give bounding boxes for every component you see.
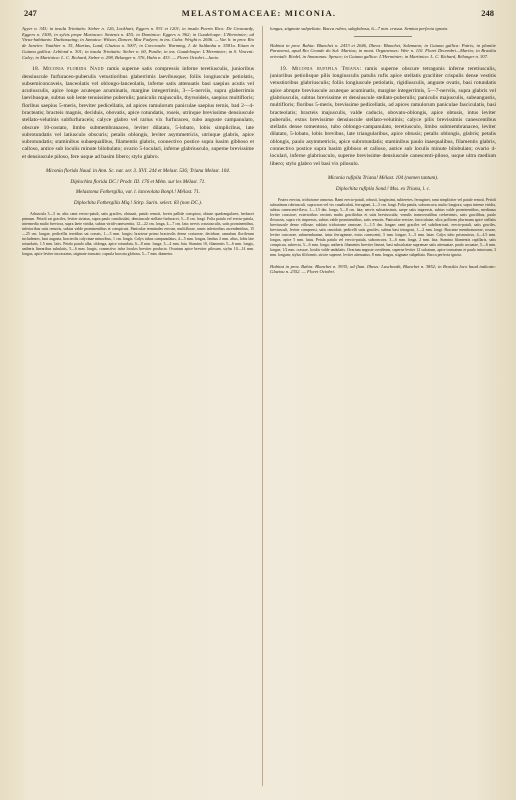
species-19-description bbox=[270, 66, 496, 168]
left-column bbox=[22, 26, 254, 786]
page-number-right: 248 bbox=[481, 8, 494, 18]
synonym-line: Miconia rufipila Triana! Mélast. 104 (nomen tantum). bbox=[327, 174, 439, 181]
habitat-paragraph: Habitat in prov. Bahia: Blanchet n. 2433 et 2646, Ilheos: Blanchet, Salzmann; in Guiana gallica: Patris; in planitie Paranensi, apud Rio Grande do Sul: Martius; in mont. Organenses: Weir n. 110. Floret Decembri—Martio; in Brasilia orientali: Riedel, in Amazonas: Spruce; in Guiana gallica: L'Herminier; in Martinica: L. C. Richard, Bélanger n. 307. bbox=[270, 42, 496, 60]
species-18-name: 18. Miconia florida Naud bbox=[32, 66, 104, 73]
species-18-text: ramis superne satis compressis inferne teretiusculis, junioribus densiuscule furfuraceo-puberulis vetustioribus glaberrimis laevibusque; foliis longiuscule petiolatis, subsemiconcaveis, lanceolatis vel oblongo-lanceolatis, inferne satis attenuatis basi saepius acutis vel acutiusculis, apice longe acuteque acuminatis, margine integerrimis, 3—5-nerviis, supra glaberrimis laevibusque, subtus sub lente tenuissime puberulis; paniculis majusculis, thyrsoideis, saepius multifloris; floribus saepius 5-meris, breviter pedicellatis, ad apices ramulorum paniculae saepius ternis, bad 2—4-bracteatis; bracteis magnis, deciduis, obovatis, apice rotundatis, roseis, utrinque brevissime densiuscule stellato-velutinis subfurfuraceis; calyce glabro vel rarius vix furfuraceo, tubo anguste campanulato, obscure 10-costato, limbo submembranaceo, leviter dilatato, 5-lobato, lobis simplicibus, late subrotundatis vel latiusculo obscuris; petalis oblongis, leviter asymmetricis, utrinque glabris, apice subrotundatis; staminibus subaequalibus, filamentis glabris, connectivo postice supra basim gibboso et calloso, antice sub loculis minute bilobulato; ovario 5-loculari, inferne glabriusculo, superne brevissime et densiuscule piloso, fere usque ad basim libero; stylo glabro. bbox=[22, 66, 254, 160]
page-header bbox=[24, 8, 494, 22]
synonym-line: Diplochita rufipila Sond.! Mss. ex Triana, l. c. bbox=[335, 185, 431, 192]
right-column bbox=[270, 26, 496, 786]
species-18-description bbox=[22, 66, 254, 161]
left-top-paragraph: Ayyer n. 343; in insula Trinitatis: Sieber n. 126, Lockhart, Eggers n. 931 et 1201; in insula Puerto Rico: De Grosourdy, Eggers n. 1500; in sylvis prope Mariacao: Sintenis n. 455; in Dominica: Eggers n. 962; in Guadeloupe: L'Herminier; ad Vieux-habitants: Duchassaing; in Jamaica: Wilson, Dancer, Mac Fadyen; in ins. Cuba: Wright n. 2606. — Var. b. in prov. Rio de Janeiro: Vauthier n. 35, Martius, Lund, Glaziou n. 3007; in Corcovado: Warming, J. de Saldanha n. 5581a. Etiam in Guiana gallica: Leblond n. 301; in insula Trinitatis: Sieber n. 60, Purdie; in ins. Guadeloupe: L'Herminier; in S. Vincent: Caley; in Martinica: L. C. Richard, Sieber n. 298, Belanger n. 376, Hahn n. 433. — Floret Octobri—Junio. bbox=[22, 26, 254, 60]
synonym-line: Diplochita florida DC.! Prodr. III. 176 et Mém. sur les Mélast. 71. bbox=[70, 178, 206, 185]
species-19-name: 19. Miconia rufipila Triana bbox=[280, 65, 360, 72]
synonym-line: Melastoma Fothergilla, var. l. lanceolata Bonpl.! Mélast. 71. bbox=[75, 189, 201, 196]
column-divider bbox=[262, 26, 263, 786]
section-rule bbox=[354, 36, 412, 37]
species-19-text: : ramis superne obscure tetragonis inferne teretiusculis, junioribus petiolisque pilis longiusculis patulis rufis apice stellatis graciliter crispulis dense vestitis vetustioribus glabriusculis; foliis longiuscule petiolatis, rigidiusculis, anguste ovatis, basi rotundatis apice abrupte breviuscule acuteque acuminatis, margine integerrimis, 5—7-nerviis, supra glabris vel glabriusculis, subtus brevissime et densiuscule stellato-puberulis; paniculis majusculis, subeangustis, multifloris; floribus 5-meris, brevissime pedicellatis, ad apices ramulorum paniculae fasciculatis, basi bracteolatis; bracteis majusculis, valde caducis, obovato-oblongis, apice obtusis, intus leviter puberulis, extus brevissime densiuscule stellato-velutinis; calyce pilis brevissimis canescentibus stellatis dense tomentoso, tubo oblongo-campanulato, teretiusculo, limbo submembranaceo, leviter dilatato, 5-lobato, lobis brevibus, late triangularibus, apice obtusis; petalis oblongis, glabris; petalis oblongis, paulo asymmetricis, apice subrotundatis; staminibus paulo inaequalibus, filamentis glabris, connectivo postice supra basim gibboso et calloso, antice sub loculis minute bilobulato; ovario 4-loculari, inferne glabriusculo, superne brevissime densiuscule canescenti-piloso, usque ultra medium libero; stylo glabro vel basi vix pilosulo. bbox=[270, 65, 496, 167]
synonym-line: Diplochita Fothergilla Miq.! Stirp. Surin. select. 83 (non DC.). bbox=[73, 199, 203, 206]
right-top-paragraph: longus, stigmate subpeltato. Bacca rubra, subglobosa, 6—7 mm. crassa. Semina perfecta ignota. bbox=[270, 26, 449, 31]
synonym-line: Miconia florida Naud. in Ann. Sc. nat. ser. 3. XVI. 244 et Melast. 536; Triana Melast. 104. bbox=[45, 168, 231, 175]
running-title: MELASTOMACEAE: MICONIA. bbox=[181, 8, 337, 18]
habitat-paragraph-2: Habitat in prov. Bahia: Blanchet n. 3935; ad flum. Ilheus: Luschnath, Blanchet n. 3852; in Brasilia loco haud indicato: Glaziou n. 2352. — Floret Octobri. bbox=[270, 263, 496, 275]
species-19-detailed-description: Frutex erectus, trichotome ramosus. Rami erecto-patuli, robusti, longissimi, subteretes, ferruginei, rami simpliciter vel patule remoti. Petioli subsatimus rubriusculi, supra non vel vix canaliculati, ferruginei, 2—5 cm. longi. Folia patula, subconcava, multo longiora, supra intense viridia, subtus canescenti-flava, 1—1.5 dm. longa, 5—8 cm. lata; nervis subsatissimis, saepe satis impressis, subtus valde prominentibus, medianus leviter crassiore; exterioribus cercinis multo graciliobus et satis breviusculis; venulis transversalibus creberrimis, satis gracilibus, paulo flexuosis, supra vix impressis, subtus valde prominentibus, satis remotis. Paniculae erectae, fasciculatae, ultra pollicem plurimum apice stellatis breviuscule dense villosae, sublato trichotome ramosae, 1—1.5 dm. longae; rami graciles vel subdivaricati, erecto-patuli, satis graciles, breviusculi, leviter compressi, satis rancidati; pedicelli satis graciles, subtus basi tetragoni, 1—2 mm. longi. Bracteae membranaceae, roseae, leviter concavae, submembranae, intus ferrugineae, extus canescenti, 5 mm. longae, 3—5 mm. latae. Calyx tubo prismaticus, 4—4.5 mm. longus, apice 5 mm. latus. Petala patula vel erecto-patula, subconcava, 3—6 mm. longa, 2 mm. lata. Stamina filamentis capillaris, satis conspicua, subrecta, 5—6 mm. longa; antheris filamentis breviter lineari, basi subsulcatae supremae satis attenuatae, paulo arcuatae, 5—6 mm. longae, 1/2 mm. crassae, loculis valde undulatis. Ovarium anguste ovoideum, superne leviter 12 sulcatum, apice truncatum et paulo introrsum, 3 mm. longum; stylus filiformis, stricte superne, leviter attenuatus, 8 mm. longus, stigmate subpeltato. Bacca perfecta ignota. bbox=[270, 198, 496, 257]
species-18-detailed-description: Arbuscula 3—5 m. alta: rami erecto-patuli, satis graciles, obtusati, patulo remoti, foveis pallide conspicui, obtuse quadrangulares, herbacei primum. Petioli sat graciles, leviter striatus, supra paulo canaliculati, densiuscule stellato-furfuracei, 5—8 cm. longi. Folia patula vel erecto-patula, intermedia multo breviora, supra laete viridia, subtus viridi-canescentia, 12—22 cm. longa, 4—7 cm. lata; nervis crassiusculis, satis prominentibus, inferioribus satis remotis, subtus valde prominentibus et conspicuis. Paniculae terminales erectae, multiflorae, ramis inferioribus ascendentibus, 15—25 cm. longae, pedicellis teretibus sat crassis, 1—3 mm. longis; bracteae primo bracteolis dense coriaceae, deciduae, ramulum floriferum includentes, basi angusta, bracteolis calycinae minoribus, 1 cm. longis. Calyx tubus campanulatus, 4—5 mm. longus, limbus 2 mm. altus, lobis late rotundatis, 1.5 mm. latis. Petala patula alba, oblonga, apice rotundata, 6—8 mm. longa, 3—4 mm. lata. Stamina 10, filamentis 5—6 mm. longis, antheris linearibus subulatis, 5—6 mm. longis, connectivo infra loculos breviter producto. Ovarium apice breviter pilosum, stylus 10—14 mm. longus, apice leviter incrassatus, stigmate truncato; capsula baccata globosa, 5—7 mm. diametro. bbox=[22, 212, 254, 257]
page-number-left: 247 bbox=[24, 8, 37, 18]
